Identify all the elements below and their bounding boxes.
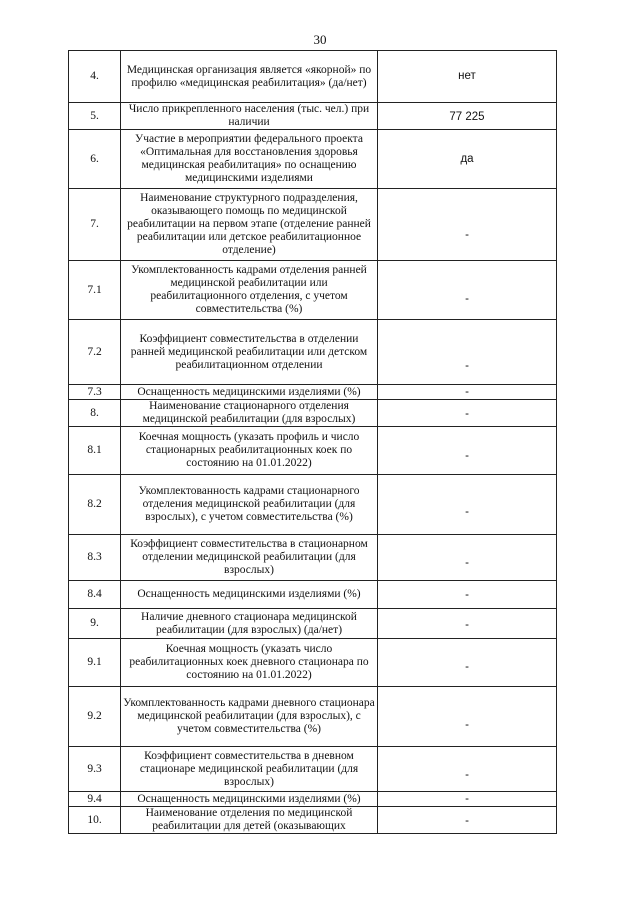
row-label: Оснащенность медицинскими изделиями (%) [121, 581, 378, 609]
row-value: - [378, 792, 557, 807]
table-row [69, 427, 557, 475]
row-label: Участие в мероприятии федерального проекта «Оптимальная для восстановления здоровья медицинская реабилитация» по оснащению медицинскими изделиями [121, 130, 378, 189]
row-number: 7. [69, 189, 121, 261]
row-value: - [378, 687, 557, 747]
row-value: - [378, 261, 557, 320]
row-value: - [378, 639, 557, 687]
row-number: 9. [69, 609, 121, 639]
row-label: Наличие дневного стационара медицинской реабилитации (для взрослых) (да/нет) [121, 609, 378, 639]
row-value: - [378, 581, 557, 609]
row-number: 9.1 [69, 639, 121, 687]
table-row [69, 609, 557, 639]
row-number: 7.3 [69, 385, 121, 400]
row-label: Число прикрепленного населения (тыс. чел.) при наличии [121, 103, 378, 130]
table-row [69, 103, 557, 130]
row-number: 4. [69, 51, 121, 103]
row-number: 8.2 [69, 475, 121, 535]
row-value: да [378, 130, 557, 189]
table-row [69, 400, 557, 427]
row-value: 77 225 [378, 103, 557, 130]
row-number: 6. [69, 130, 121, 189]
row-label: Наименование стационарного отделения медицинской реабилитации (для взрослых) [121, 400, 378, 427]
row-number: 9.2 [69, 687, 121, 747]
row-label: Медицинская организация является «якорной» по профилю «медицинская реабилитация» (да/нет) [121, 51, 378, 103]
requirements-table [68, 50, 557, 834]
row-label: Коэффициент совместительства в дневном стационаре медицинской реабилитации (для взрослых) [121, 747, 378, 792]
page-number: 30 [313, 32, 327, 47]
table-row [69, 687, 557, 747]
row-value: - [378, 475, 557, 535]
row-number: 5. [69, 103, 121, 130]
table-row [69, 581, 557, 609]
row-number: 7.1 [69, 261, 121, 320]
row-number: 9.3 [69, 747, 121, 792]
table-row [69, 320, 557, 385]
table-row [69, 747, 557, 792]
row-label: Наименование структурного подразделения, оказывающего помощь по медицинской реабилитации на первом этапе (отделение ранней реабилитации или детское реабилитационное отделение) [121, 189, 378, 261]
table-row [69, 535, 557, 581]
table-row [69, 51, 557, 103]
row-label: Коечная мощность (указать число реабилитационных коек дневного стационара по состоянию на 01.01.2022) [121, 639, 378, 687]
table-row [69, 385, 557, 400]
row-number: 8. [69, 400, 121, 427]
row-value: - [378, 807, 557, 834]
row-value: - [378, 535, 557, 581]
row-value: - [378, 400, 557, 427]
table-row [69, 639, 557, 687]
table-row [69, 475, 557, 535]
row-label: Оснащенность медицинскими изделиями (%) [121, 385, 378, 400]
row-label: Укомплектованность кадрами стационарного отделения медицинской реабилитации (для взрослых), с учетом совместительства (%) [121, 475, 378, 535]
table-row [69, 189, 557, 261]
row-label: Коэффициент совместительства в отделении ранней медицинской реабилитации или детском реабилитационном отделении [121, 320, 378, 385]
row-value: - [378, 189, 557, 261]
row-number: 8.3 [69, 535, 121, 581]
row-label: Коэффициент совместительства в стационарном отделении медицинской реабилитации (для взрослых) [121, 535, 378, 581]
row-number: 10. [69, 807, 121, 834]
row-value: - [378, 747, 557, 792]
row-value: - [378, 427, 557, 475]
table-row [69, 130, 557, 189]
row-label: Оснащенность медицинскими изделиями (%) [121, 792, 378, 807]
row-value: - [378, 609, 557, 639]
table-row [69, 792, 557, 807]
row-value: - [378, 385, 557, 400]
row-number: 9.4 [69, 792, 121, 807]
row-number: 8.1 [69, 427, 121, 475]
row-label: Укомплектованность кадрами дневного стационара медицинской реабилитации (для взрослых), с учетом совместительства (%) [121, 687, 378, 747]
row-label: Коечная мощность (указать профиль и число стационарных реабилитационных коек по состоянию на 01.01.2022) [121, 427, 378, 475]
row-label: Наименование отделения по медицинской реабилитации для детей (оказывающих [121, 807, 378, 834]
row-label: Укомплектованность кадрами отделения ранней медицинской реабилитации или реабилитационного отделения, с учетом совместительства (%) [121, 261, 378, 320]
table-row [69, 807, 557, 834]
row-value: - [378, 320, 557, 385]
row-number: 7.2 [69, 320, 121, 385]
table-row [69, 261, 557, 320]
row-value: нет [378, 51, 557, 103]
row-number: 8.4 [69, 581, 121, 609]
